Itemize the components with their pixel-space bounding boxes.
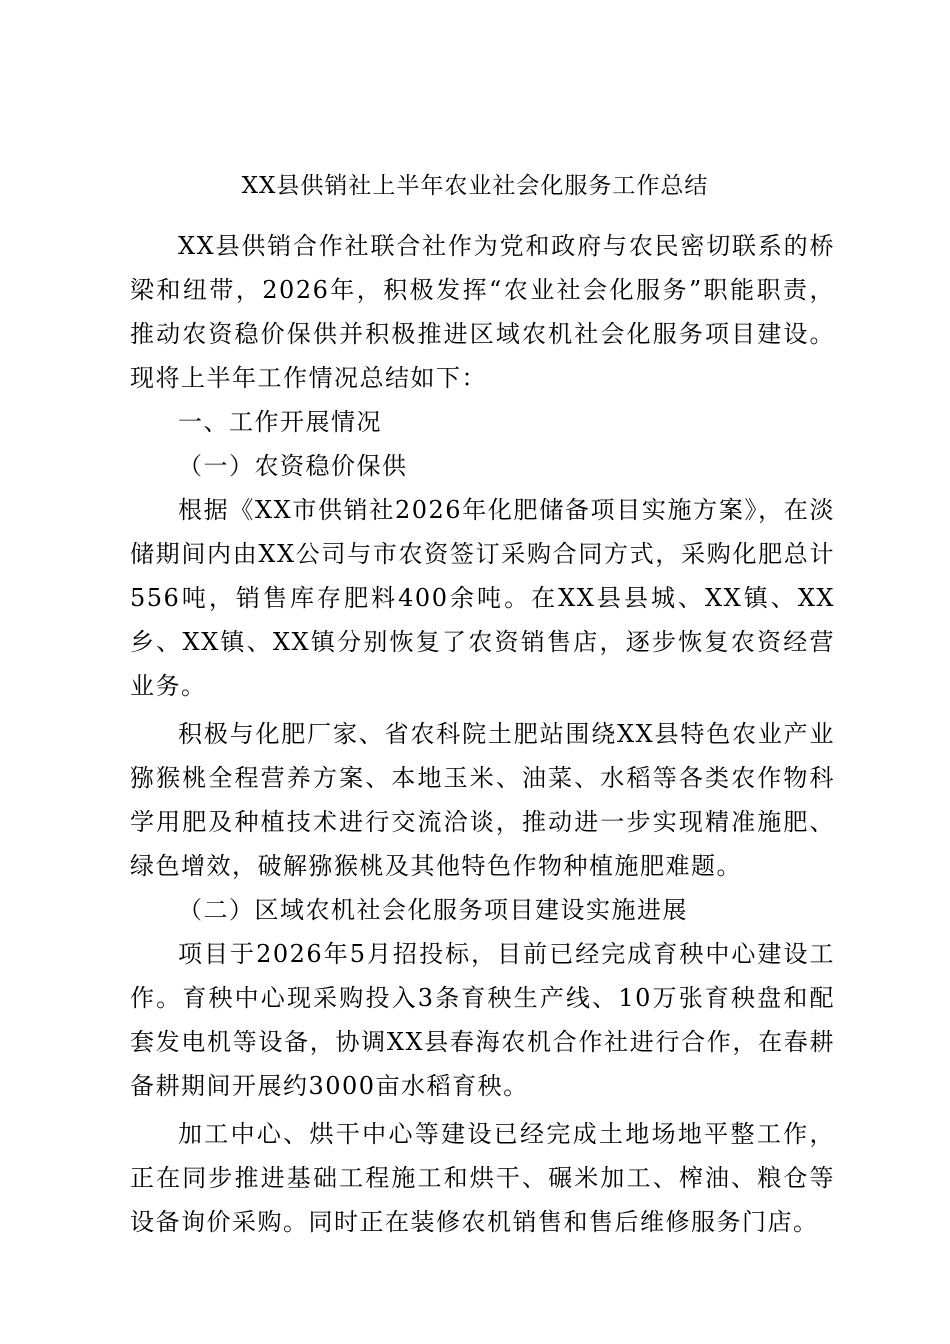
document-title: XX县供销社上半年农业社会化服务工作总结 bbox=[241, 173, 709, 199]
section-heading-work-progress: 一、工作开展情况 bbox=[178, 408, 382, 436]
machinery-paragraph-1: 项目于2026年5月招投标，目前已经完成育秧中心建设工作。育秧中心现采购投入3条育秧生产线、10万张育秧盘和配套发电机等设备，协调XX县春海农机合作社进行合作，在春耕备耕期间开展约3000亩水稻育秧。 bbox=[130, 940, 835, 1100]
machinery-paragraph-2: 加工中心、烘干中心等建设已经完成土地场地平整工作，正在同步推进基础工程施工和烘干、碾米加工、榨油、粮仓等设备询价采购。同时正在装修农机销售和售后维修服务门店。 bbox=[130, 1120, 835, 1236]
supply-paragraph-2: 积极与化肥厂家、省农科院土肥站围绕XX县特色农业产业猕猴桃全程营养方案、本地玉米、油菜、水稻等各类农作物科学用肥及种植技术进行交流洽谈，推动进一步实现精准施肥、绿色增效，破解猕猴桃及其他特色作物种植施肥难题。 bbox=[130, 720, 835, 880]
intro-paragraph: XX县供销合作社联合社作为党和政府与农民密切联系的桥梁和纽带，2026年，积极发挥“农业社会化服务”职能职责，推动农资稳价保供并积极推进区域农机社会化服务项目建设。现将上半年工作情况总结如下： bbox=[130, 232, 835, 392]
subsection-heading-supply: （一）农资稳价保供 bbox=[178, 452, 408, 480]
subsection-heading-machinery: （二）区域农机社会化服务项目建设实施进展 bbox=[178, 896, 688, 924]
document-body bbox=[130, 224, 835, 1244]
supply-paragraph-1: 根据《XX市供销社2026年化肥储备项目实施方案》，在淡储期间内由XX公司与市农资签订采购合同方式，采购化肥总计556吨，销售库存肥料400余吨。在XX县县城、XX镇、XX乡、XX镇、XX镇分别恢复了农资销售店，逐步恢复农资经营业务。 bbox=[130, 496, 835, 700]
